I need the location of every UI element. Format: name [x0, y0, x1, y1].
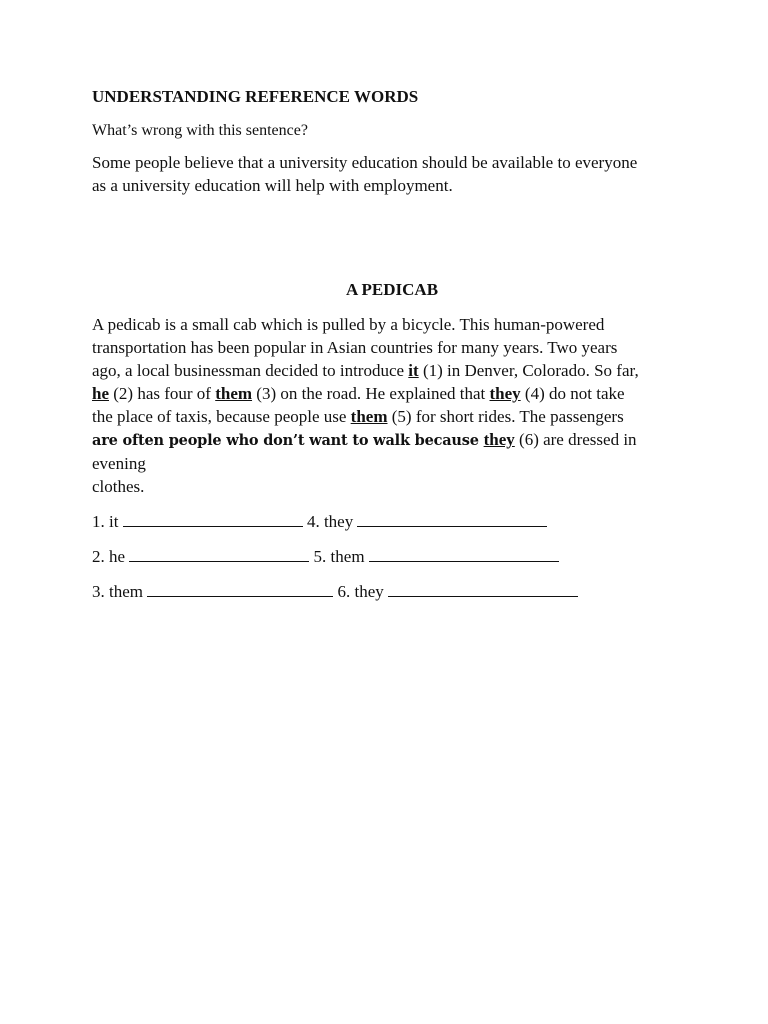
passage-text: (2) has four of: [109, 384, 216, 403]
exercise-row: [92, 510, 692, 533]
example-sentence-line-1: Some people believe that a university education should be available to everyone: [92, 153, 638, 172]
spacer: [92, 568, 692, 580]
answer-blank-1[interactable]: [123, 510, 303, 527]
pedicab-passage: [92, 313, 692, 498]
reference-word-1: it: [408, 361, 419, 380]
spacer: [92, 498, 692, 510]
example-sentence-line-2: as a university education will help with employment.: [92, 176, 453, 195]
reference-word-3: them: [215, 384, 253, 403]
exercise-label: 5. them: [313, 547, 365, 566]
spacer: [92, 533, 692, 545]
passage-text: ago, a local businessman decided to introduce: [92, 361, 409, 380]
passage-text: (6) are dressed in evening: [92, 430, 637, 473]
passage-text: (1) in Denver, Colorado. So far,: [418, 361, 639, 380]
answer-blank-2[interactable]: [129, 545, 309, 562]
example-sentence: [92, 151, 692, 197]
passage-bold-text: are often people who don’t want to walk because: [92, 432, 484, 449]
exercise-label: 3. them: [92, 582, 143, 601]
spacer: [92, 197, 692, 279]
spacer: [92, 301, 692, 313]
worksheet-page: [92, 86, 692, 603]
reference-word-4: they: [489, 384, 521, 403]
reference-word-6: they: [483, 430, 515, 449]
question-prompt: What’s wrong with this sentence?: [92, 122, 308, 139]
passage-line-1: A pedicab is a small cab which is pulled by a bicycle. This human-powered: [92, 315, 605, 334]
passage-text: (5) for short rides. The passengers: [387, 407, 624, 426]
exercise-label: 2. he: [92, 547, 126, 566]
exercise-label: 6. they: [337, 582, 384, 601]
answer-blank-6[interactable]: [388, 580, 578, 597]
exercise-label: 1. it: [92, 512, 119, 531]
passage-text: (3) on the road. He explained that: [252, 384, 490, 403]
answer-blank-3[interactable]: [147, 580, 333, 597]
exercise-row: [92, 545, 692, 568]
passage-text: the place of taxis, because people use: [92, 407, 351, 426]
answer-blank-4[interactable]: [357, 510, 547, 527]
reference-word-5: them: [350, 407, 388, 426]
exercise-label: 4. they: [306, 512, 354, 531]
reference-word-2: he: [92, 384, 109, 403]
exercise-row: [92, 580, 692, 603]
section-title: A PEDICAB: [345, 280, 439, 299]
passage-line-2: transportation has been popular in Asian countries for many years. Two years: [92, 338, 618, 357]
passage-line-7: clothes.: [92, 477, 145, 496]
worksheet-heading: UNDERSTANDING REFERENCE WORDS: [92, 87, 419, 106]
answer-blank-5[interactable]: [369, 545, 559, 562]
passage-text: (4) do not take: [520, 384, 625, 403]
